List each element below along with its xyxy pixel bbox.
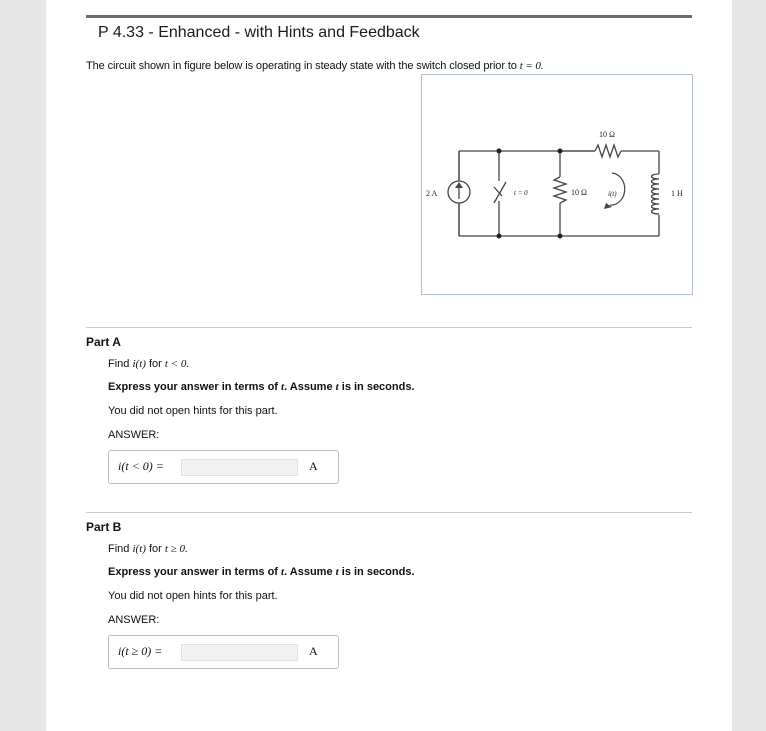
part-b-divider xyxy=(86,512,692,513)
part-a-hint-status: You did not open hints for this part. xyxy=(108,405,278,417)
top-resistor-label: 10 Ω xyxy=(599,130,615,139)
intro-text: The circuit shown in figure below is operating in steady state with the switch closed prior to xyxy=(86,60,520,72)
part-b-answer-box xyxy=(108,635,339,669)
inductor-label: 1 H xyxy=(671,189,683,198)
source-label: 2 A xyxy=(426,189,438,198)
current-label: i(t) xyxy=(608,190,617,198)
part-a-answer-unit: A xyxy=(309,459,318,473)
part-a-answer-input[interactable] xyxy=(181,459,298,476)
circuit-diagram xyxy=(422,75,692,294)
part-b-instruction: Express your answer in terms of t. Assume t is in seconds. xyxy=(108,566,415,578)
part-b-answer-unit: A xyxy=(309,644,318,658)
part-a-answer-box xyxy=(108,450,339,484)
switch-label: t = 0 xyxy=(514,189,528,197)
part-a-answer-heading: ANSWER: xyxy=(108,429,160,441)
part-b-hint-status: You did not open hints for this part. xyxy=(108,590,278,602)
part-b-answer-label: i(t ≥ 0) = xyxy=(118,644,163,658)
part-a-answer-label: i(t < 0) = xyxy=(118,459,164,473)
circuit-figure xyxy=(421,74,693,295)
problem-page xyxy=(46,0,732,731)
part-a-divider xyxy=(86,327,692,328)
title-rule xyxy=(86,15,692,18)
part-b-title: Part B xyxy=(86,520,122,534)
intro-math: t = 0. xyxy=(519,60,544,72)
problem-intro xyxy=(86,60,543,72)
problem-title: P 4.33 - Enhanced - with Hints and Feedback xyxy=(98,24,420,41)
middle-resistor-label: 10 Ω xyxy=(571,188,587,197)
part-a-question: Find i(t) for t < 0. xyxy=(108,358,190,370)
part-b-answer-heading: ANSWER: xyxy=(108,614,160,626)
part-b-question: Find i(t) for t ≥ 0. xyxy=(108,543,188,555)
part-b-answer-input[interactable] xyxy=(181,644,298,661)
part-a-title: Part A xyxy=(86,335,121,349)
part-a-instruction: Express your answer in terms of t. Assume t is in seconds. xyxy=(108,381,415,393)
inductor-symbol xyxy=(652,174,660,214)
